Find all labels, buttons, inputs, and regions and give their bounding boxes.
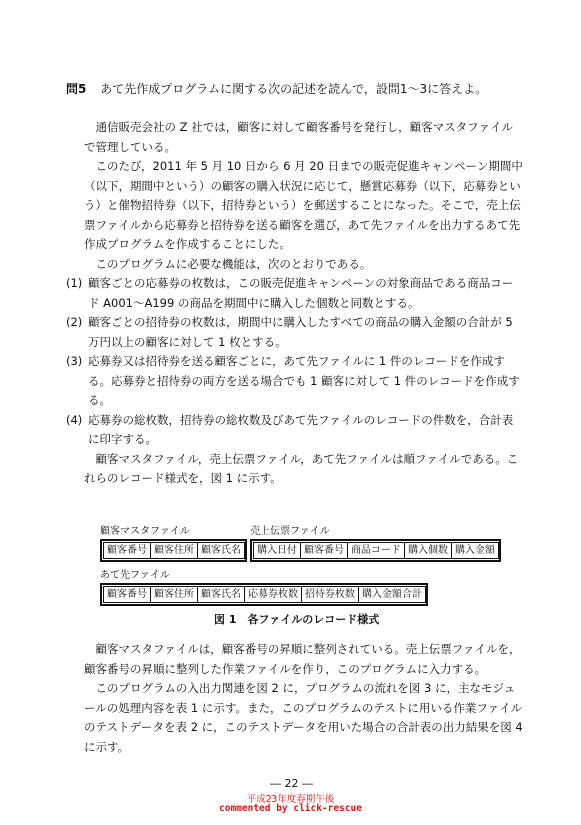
item-text: 応募券の総枚数，招待券の総枚数及びあて先ファイルのレコードの件数を，合計表に印字する。 [88,412,514,446]
field-cell: 顧客住所 [150,542,198,559]
item-number: (2) [66,315,83,329]
page-number: ― 22 ― [270,777,313,790]
paragraph: このたび，2011 年 5 月 10 日から 6 月 20 日までの販売促進キャンペーン期間中（以下，期間中という）の顧客の購入状況に応じて，懸賞応募券（以下，応募券という）と催物招待券（以下，招待券という）を郵送することになった。そこで，売上伝票ファイルから応募券と招待券を送る顧客を選び，あて先ファイルを出力するあて先作成プログラムを作成することにした。 [84,159,523,251]
paragraph: 通信販売会社の Z 社では，顧客に対して顧客番号を発行し，顧客マスタファイルで管理している。 [84,120,513,154]
paragraph: このプログラムの入出力関連を図 2 に，プログラムの流れを図 3 に，主なモジュールの処理内容を表 1 に示す。また，このプログラムのテストに用いる作業ファイルのテストデータを表 2 に，このテストデータを用いた場合の合計表の出力結果を図 4 に示す。 [84,681,523,754]
item-number: (1) [66,276,83,290]
field-cell: 顧客氏名 [197,542,245,559]
record-fields [100,583,428,606]
field-cell: 購入日付 [253,542,301,559]
field-cell: 顧客番号 [103,586,151,603]
figure-caption: 図 1 各ファイルのレコード様式 [214,613,380,626]
record-label: あて先ファイル [100,570,170,581]
explanation-text [84,640,524,757]
record-sales-slip [250,522,501,562]
record-label: 顧客マスタファイル [100,526,190,537]
item-number: (3) [66,354,83,368]
record-fields [250,539,501,562]
field-cell: 商品コード [347,542,405,559]
field-cell: 顧客氏名 [197,586,245,603]
field-cell: 応募券枚数 [244,586,302,603]
question-heading [66,80,487,97]
footer-credit: commented by click-rescue [219,803,362,814]
field-cell: 顧客番号 [300,542,348,559]
question-title: あて先作成プログラムに関する次の記述を読んで，設問1～3に答えよ。 [100,82,488,96]
item-text: 顧客ごとの応募券の枚数は，この販売促進キャンペーンの対象商品である商品コード A001～A199 の商品を期間中に購入した個数と同数とする。 [88,276,514,310]
requirement-item [66,274,524,313]
intro-text [66,118,524,489]
record-fields [100,539,247,562]
field-cell: 顧客番号 [103,542,151,559]
footer-exam-term: 平成23年度春期午後 [246,794,335,805]
requirement-item [66,411,524,450]
item-number: (4) [66,412,83,427]
requirement-item [66,313,524,352]
field-cell: 購入金額 [451,542,499,559]
paragraph: このプログラムに必要な機能は，次のとおりである。 [95,256,372,271]
item-text: 応募券又は招待券を送る顧客ごとに，あて先ファイルに 1 件のレコードを作成する。応募券と招待券の両方を送る場合でも 1 顧客に対して 1 件のレコードを作成する。 [88,354,520,407]
field-cell: 購入個数 [404,542,452,559]
question-number: 問5 [66,82,87,96]
record-address [100,566,428,606]
item-text: 顧客ごとの招待券の枚数は，期間中に購入したすべての商品の購入金額の合計が 5 万円以上の顧客に対して 1 枚とする。 [88,315,513,349]
field-cell: 顧客住所 [150,586,198,603]
requirement-item [66,352,524,411]
paragraph: 顧客マスタファイルは，顧客番号の昇順に整列されている。売上伝票ファイルを，顧客番号の昇順に整列した作業ファイルを作り，このプログラムに入力する。 [84,642,521,676]
record-customer-master [100,522,247,562]
field-cell: 招待券枚数 [301,586,359,603]
record-label: 売上伝票ファイル [250,526,330,537]
paragraph: 顧客マスタファイル，売上伝票ファイル，あて先ファイルは順ファイルである。これらのレコード様式を，図 1 に示す。 [84,451,519,485]
field-cell: 購入金額合計 [358,586,426,603]
